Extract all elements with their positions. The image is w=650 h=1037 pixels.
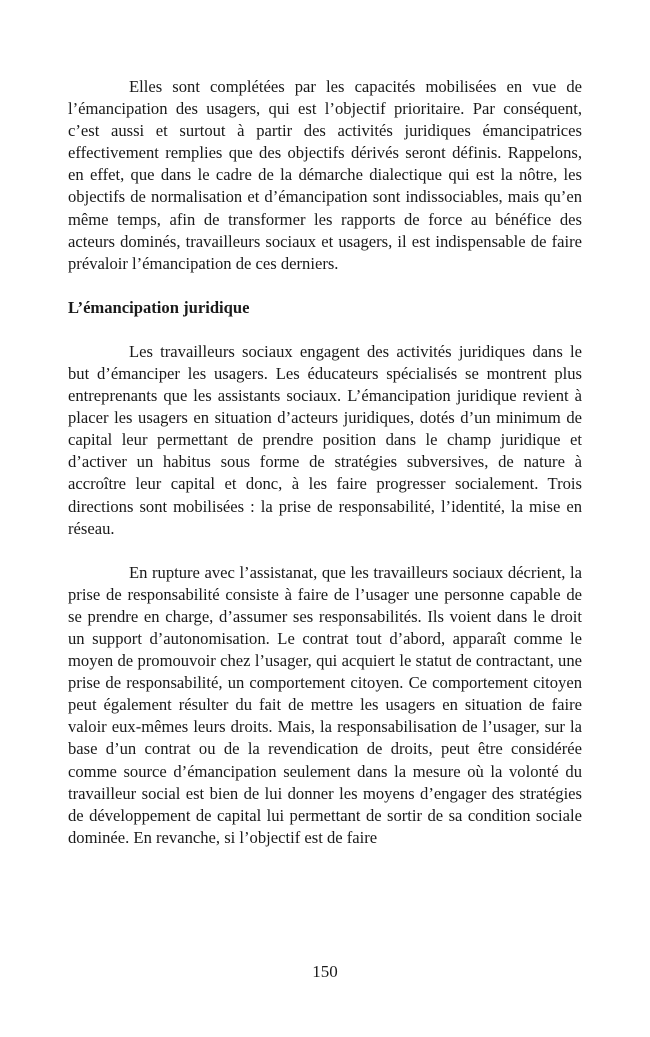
- page-number: 150: [312, 962, 338, 981]
- paragraph-intro: Elles sont complétées par les capacités mobilisées en vue de l’émancipation des usagers, qui est l’objectif prioritaire. Par conséquent, c’est aussi et surtout à partir des activités juridiques émancipatrices effectivement remplies que des objectifs dérivés seront définis. Rappelons, en effet, que dans le cadre de la démarche dialectique qui est la nôtre, les objectifs de normalisation et d’émancipation sont indissociables, mais qu’en même temps, afin de transformer les rapports de force au bénéfice des acteurs dominés, travailleurs sociaux et usagers, il est indispensable de faire prévaloir l’émancipation de ces derniers.: [68, 77, 582, 273]
- page-body: [68, 76, 582, 849]
- paragraph-emancipation: Les travailleurs sociaux engagent des activités juridiques dans le but d’émanciper les usagers. Les éducateurs spécialisés se montrent plus entreprenants que les assistants sociaux. L’émancipation juridique revient à placer les usagers en situation d’acteurs juridiques, dotés d’un minimum de capital leur permettant de prendre position dans le champ juridique et d’activer un habitus sous forme de stratégies subversives, de nature à accroître leur capital et donc, à les faire progresser socialement. Trois directions sont mobilisées : la prise de responsabilité, l’identité, la mise en réseau.: [68, 341, 582, 538]
- section-heading: L’émancipation juridique: [68, 297, 250, 317]
- paragraph-responsabilite: En rupture avec l’assistanat, que les travailleurs sociaux décrient, la prise de responsabilité consiste à faire de l’usager une personne capable de se prendre en charge, d’assumer ses responsabilités. Ils voient dans le droit un support d’autonomisation. Le contrat tout d’abord, apparaît comme le moyen de promouvoir chez l’usager, qui acquiert le statut de contractant, une prise de responsabilité, un comportement citoyen. Ce comportement citoyen peut également résulter du fait de mettre les usagers en situation de faire valoir eux-mêmes leurs droits. Mais, la responsabilisation de l’usager, sur la base d’un contrat ou de la revendication de droits, peut être considérée comme source d’émancipation seulement dans la mesure où la volonté du travailleur social est bien de lui donner les moyens d’engager des stratégies de développement de capital lui permettant de sortir de sa condition sociale dominée. En revanche, si l’objectif est de faire: [68, 562, 582, 847]
